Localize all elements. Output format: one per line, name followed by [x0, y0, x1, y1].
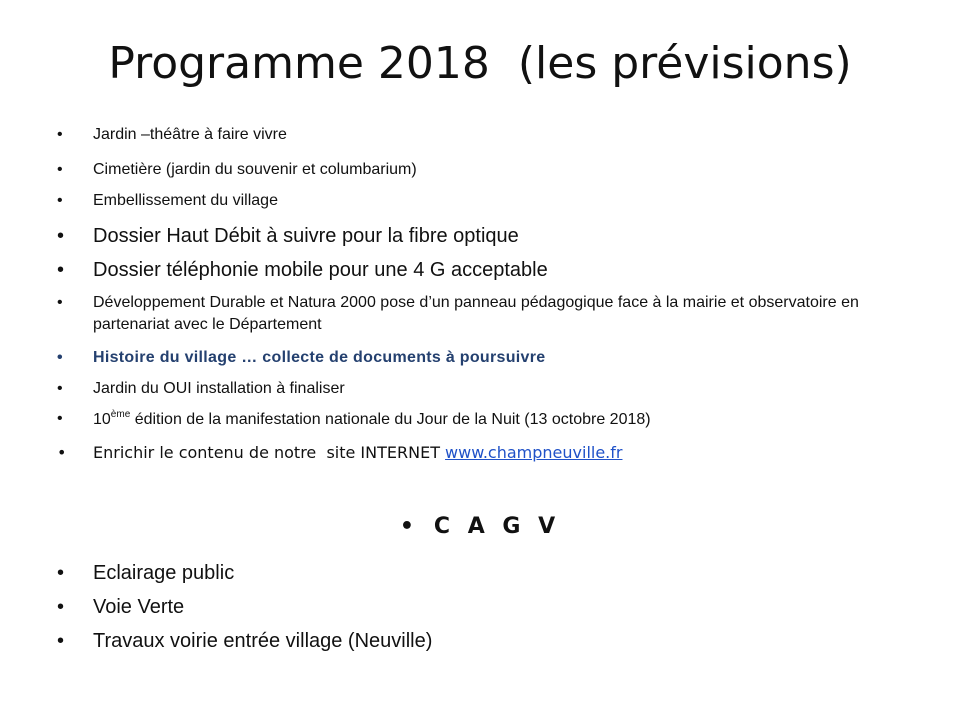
list-item: [57, 223, 917, 249]
list-item-text: Jardin du OUI installation à finaliser: [93, 380, 345, 397]
list-item: [57, 257, 917, 283]
list-item: [57, 594, 917, 620]
list-item-text: Histoire du village … collecte de documents à poursuivre: [93, 349, 546, 366]
list-item-text: Eclairage public: [93, 562, 235, 584]
title-paren: (les prévisions): [517, 38, 852, 89]
list-item-text: Cimetière (jardin du souvenir et columbarium): [93, 161, 417, 178]
list-item-text: Embellissement du village: [93, 192, 278, 209]
list-item-text: Jardin –théâtre à faire vivre: [93, 126, 287, 143]
list-item: [57, 408, 917, 431]
bullet-icon: •: [57, 294, 63, 311]
list-item: [57, 292, 917, 335]
edition-rest: édition de la manifestation nationale du Jour de la Nuit (13 octobre 2018): [130, 411, 651, 428]
edition-sup: ème: [110, 409, 131, 420]
list-item: [57, 442, 917, 464]
title-main: Programme 2018: [108, 38, 490, 89]
bullet-icon: •: [57, 161, 63, 178]
site-link[interactable]: www.champneuville.fr: [445, 443, 623, 462]
list-item: [57, 378, 917, 400]
list-item: [57, 159, 917, 181]
bullet-icon: •: [57, 596, 65, 618]
list-item-text: Voie Verte: [93, 596, 185, 618]
bullet-icon: •: [57, 410, 63, 427]
bullet-icon: •: [57, 630, 65, 652]
cagv-label: C A G V: [433, 514, 561, 539]
bullet-icon: •: [57, 380, 63, 397]
list-item-highlight: [57, 347, 917, 369]
list-item-text: Dossier téléphonie mobile pour une 4 G acceptable: [93, 259, 548, 281]
list-item-text: [93, 408, 917, 431]
site-text: Enrichir le contenu de notre site INTERNET: [93, 443, 446, 462]
bullet-icon: •: [57, 126, 63, 143]
bullet-icon: •: [57, 192, 63, 209]
list-item-text: Dossier Haut Débit à suivre pour la fibre optique: [93, 225, 519, 247]
list-item-text: Développement Durable et Natura 2000 pose d’un panneau pédagogique face à la mairie et observatoire en partenariat avec le Département: [93, 294, 859, 333]
bullet-icon: •: [57, 443, 67, 462]
edition-number: 10: [93, 411, 111, 428]
bullet-icon: •: [57, 562, 65, 584]
bullet-icon: •: [57, 225, 65, 247]
list-item: [57, 560, 917, 586]
section-heading-cagv: [0, 514, 960, 539]
bullet-icon: •: [57, 349, 63, 366]
bullet-icon: •: [57, 259, 65, 281]
bullet-icon: •: [399, 514, 414, 539]
list-item-text: Travaux voirie entrée village (Neuville): [93, 630, 433, 652]
list-item: [57, 628, 917, 654]
slide-title: [0, 38, 960, 89]
list-item: [57, 190, 917, 212]
list-item: [57, 124, 917, 146]
